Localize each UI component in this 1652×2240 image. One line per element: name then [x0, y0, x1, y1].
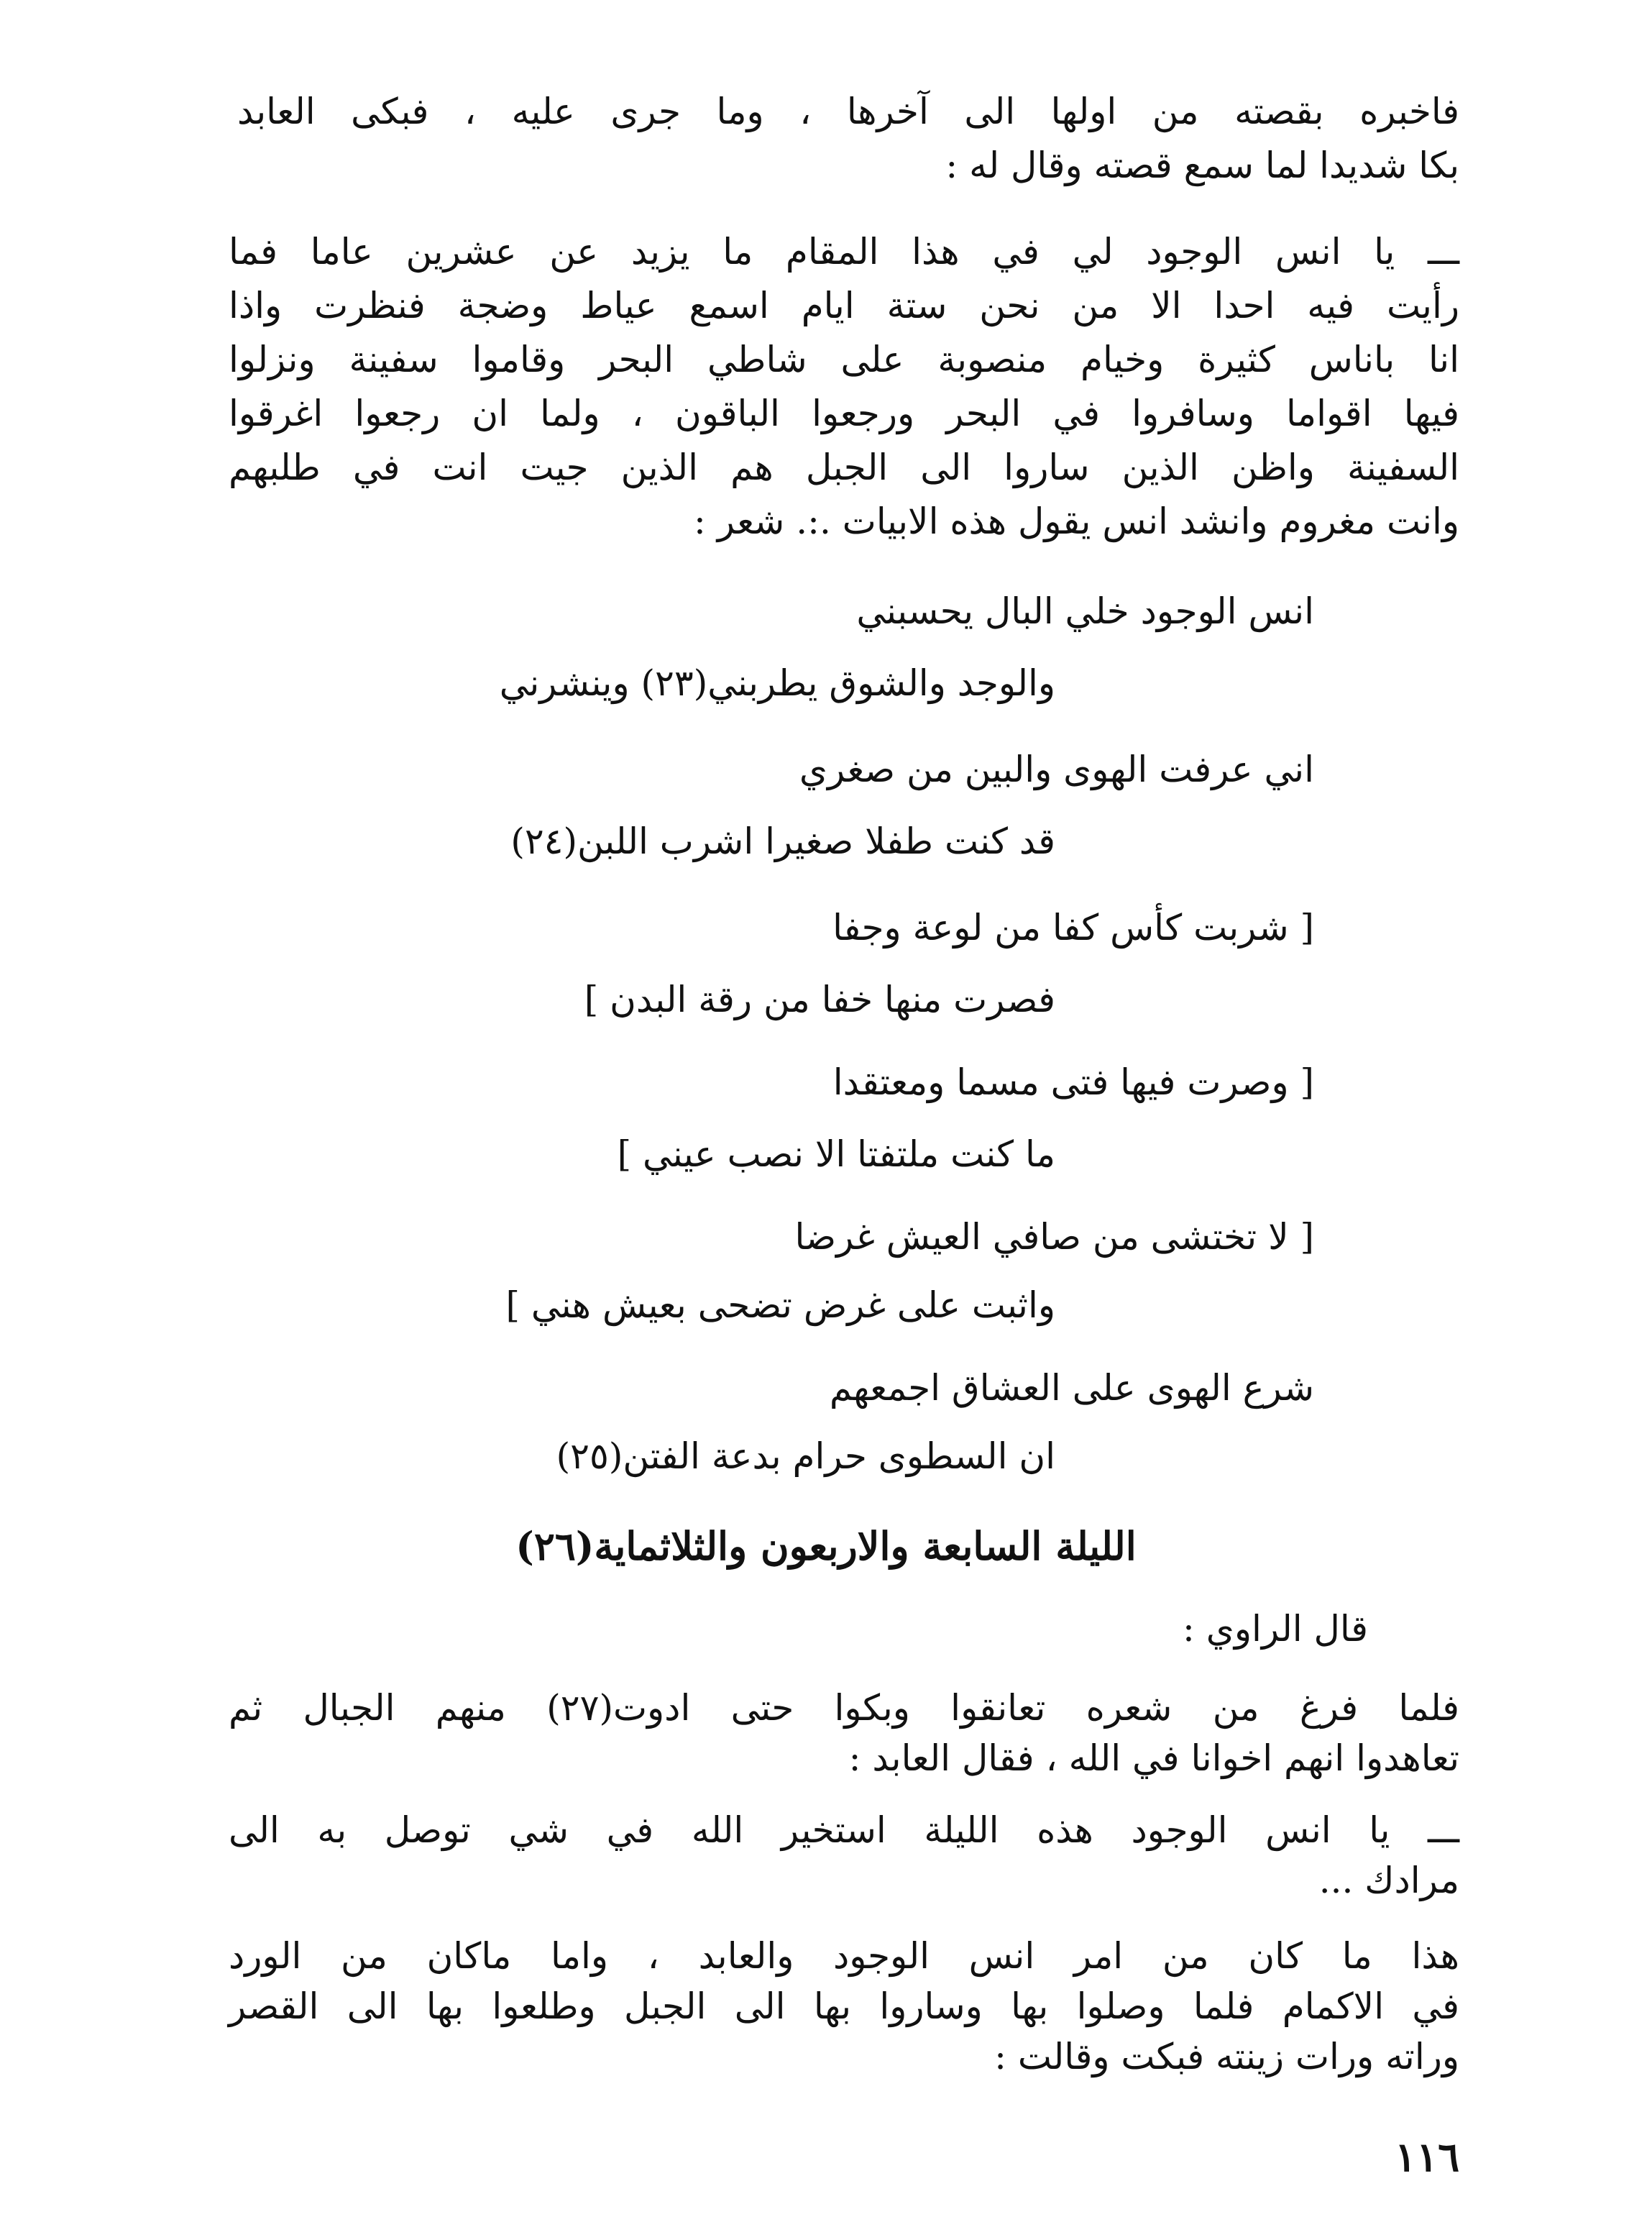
paragraph-line: في الاكمام فلما وصلوا بها وساروا بها الى الجبل وطلعوا بها الى القصر: [229, 1985, 1459, 2027]
paragraph-line: انا باناس كثيرة وخيام منصوبة على شاطي البحر وقاموا سفينة ونزلوا: [229, 339, 1459, 380]
poem-hemistich: [ وصرت فيها فتى مسما ومعتقدا: [832, 1061, 1314, 1103]
paragraph-line: هذا ما كان من امر انس الوجود والعابد ، واما ماكان من الورد: [229, 1935, 1459, 1977]
paragraph-line: فلما فرغ من شعره تعانقوا وبكوا حتى ادوت(٢٧) منهم الجبال ثم: [229, 1687, 1459, 1729]
poem-hemistich: فصرت منها خفا من رقة البدن ]: [584, 979, 1055, 1020]
poem-hemistich: والوجد والشوق يطربني(٢٣) وينشرني: [499, 662, 1055, 704]
poem-hemistich: [ لا تختشى من صافي العيش غرضا: [794, 1216, 1314, 1258]
section-heading: الليلة السابعة والاربعون والثلاثماية(٢٦): [515, 1523, 1137, 1569]
poem-hemistich: اني عرفت الهوى والبين من صغري: [799, 749, 1314, 790]
poem-hemistich: واثبت على غرض تضحى بعيش هني ]: [505, 1284, 1055, 1326]
paragraph-line: مرادك ...: [1318, 1860, 1459, 1901]
paragraph-line: ـــ يا انس الوجود هذه الليلة استخير الله في شي توصل به الى: [229, 1809, 1459, 1851]
paragraph-line: تعاهدوا انهم اخوانا في الله ، فقال العابد :: [848, 1737, 1459, 1779]
poem-hemistich: ان السطوى حرام بدعة الفتن(٢٥): [556, 1435, 1055, 1477]
paragraph-line: فيها اقواما وسافروا في البحر ورجعوا الباقون ، ولما ان رجعوا اغرقوا: [229, 393, 1459, 434]
paragraph-line: رأيت فيه احدا الا من نحن ستة ايام اسمع عياط وضجة فنظرت واذا: [229, 285, 1459, 326]
page-number: ١١٦: [1395, 2134, 1460, 2181]
poem-hemistich: قد كنت طفلا صغيرا اشرب اللبن(٢٤): [510, 820, 1055, 862]
paragraph-line: بكا شديدا لما سمع قصته وقال له :: [945, 145, 1459, 186]
paragraph-line: السفينة واظن الذين ساروا الى الجبل هم الذين جيت انت في طلبهم: [229, 447, 1459, 488]
poem-hemistich: شرع الهوى على العشاق اجمعهم: [829, 1367, 1314, 1409]
paragraph-line: وانت مغروم وانشد انس يقول هذه الابيات .:. شعر :: [693, 500, 1459, 542]
poem-hemistich: ما كنت ملتفتا الا نصب عيني ]: [617, 1133, 1055, 1175]
narrator-line: قال الراوي :: [1183, 1608, 1368, 1650]
paragraph-line: وراته ورات زينته فبكت وقالت :: [994, 2036, 1459, 2077]
paragraph-line: فاخبره بقصته من اولها الى آخرها ، وما جرى عليه ، فبكى العابد: [237, 91, 1459, 132]
poem-hemistich: [ شربت كأس كفا من لوعة وجفا: [832, 907, 1314, 948]
poem-hemistich: انس الوجود خلي البال يحسبني: [856, 590, 1314, 632]
paragraph-line: ـــ يا انس الوجود لي في هذا المقام ما يزيد عن عشرين عاما فما: [229, 231, 1459, 273]
